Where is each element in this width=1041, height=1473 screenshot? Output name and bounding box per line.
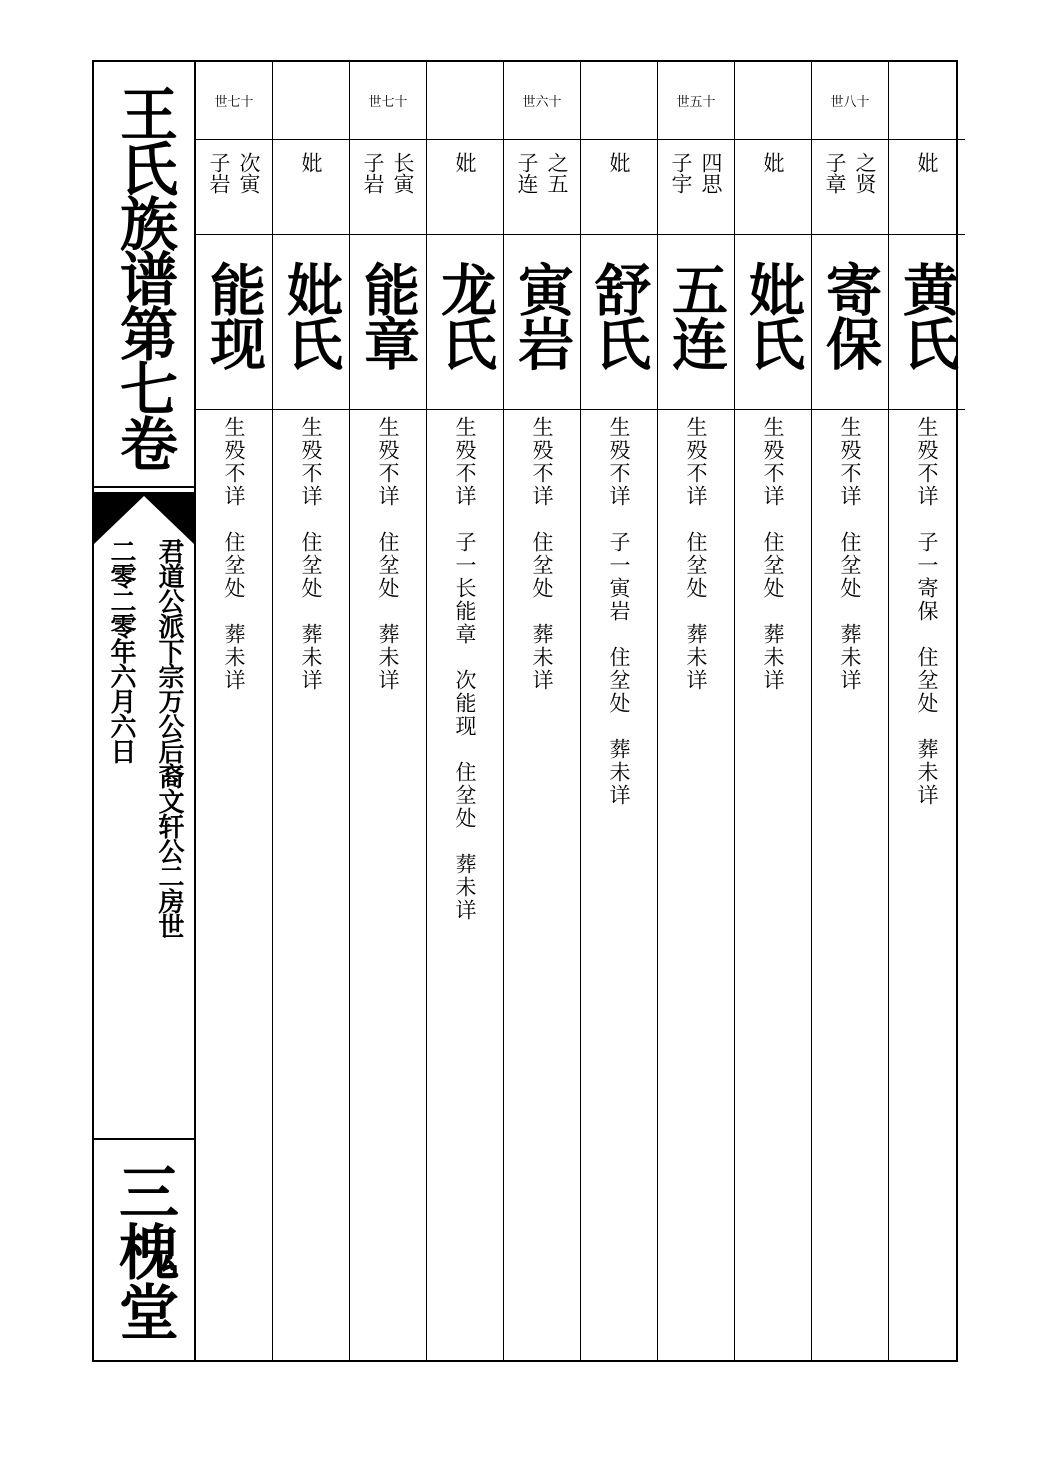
biography-note: 生殁不详 子一寄保 住坌处 葬未详 [915, 416, 939, 807]
person-name: 龙氏 [432, 261, 498, 369]
generation-label [889, 62, 965, 140]
generation-label [581, 62, 657, 140]
person-name: 寄保 [817, 261, 883, 369]
generation-label: 世七十 [350, 62, 426, 140]
relation-label: 妣 [299, 152, 323, 173]
hall-divider [94, 1138, 194, 1140]
biography-note: 生殁不详 子一长能章 次能现 住坌处 葬未详 [453, 416, 477, 922]
generation-label: 世七十 [196, 62, 272, 140]
fishtail-mark [94, 492, 194, 544]
relation-label: 四思 子宇 [669, 152, 723, 194]
generation-label [427, 62, 503, 140]
biography-note: 生殁不详 住坌处 葬未详 [838, 416, 862, 692]
person-name: 能章 [355, 261, 421, 369]
relation-label: 妣 [607, 152, 631, 173]
biography-note: 生殁不详 子一寅岩 住坌处 葬未详 [607, 416, 631, 807]
person-name: 妣氏 [278, 261, 344, 369]
person-name: 妣氏 [740, 261, 806, 369]
relation-label: 妣 [915, 152, 939, 173]
entry-column [889, 62, 965, 1360]
relation-label: 妣 [453, 152, 477, 173]
entry-column [427, 62, 504, 1360]
biography-note: 生殁不详 住坌处 葬未详 [299, 416, 323, 692]
hall-name: 三槐堂 [109, 1161, 179, 1341]
generation-label [735, 62, 811, 140]
entry-column [504, 62, 581, 1360]
entry-column [658, 62, 735, 1360]
person-name: 五连 [663, 261, 729, 369]
biography-note: 生殁不详 住坌处 葬未详 [222, 416, 246, 692]
biography-note: 生殁不详 住坌处 葬未详 [761, 416, 785, 692]
relation-label: 长寅 子岩 [361, 152, 415, 194]
generation-label: 世五十 [658, 62, 734, 140]
entry-column [581, 62, 658, 1360]
generation-label: 世八十 [812, 62, 888, 140]
title-panel [94, 62, 196, 1360]
relation-label: 之贤 子章 [823, 152, 877, 194]
entry-column [735, 62, 812, 1360]
person-name: 能现 [201, 261, 267, 369]
generation-label: 世六十 [504, 62, 580, 140]
title-divider [94, 486, 194, 488]
biography-note: 生殁不详 住坌处 葬未详 [530, 416, 554, 692]
entry-column [812, 62, 889, 1360]
biography-note: 生殁不详 住坌处 葬未详 [376, 416, 400, 692]
generation-label [273, 62, 349, 140]
person-name: 舒氏 [586, 261, 652, 369]
branch-subtitle: 君道公派下宗万公后裔文轩公二房世 [154, 538, 184, 938]
entry-column [273, 62, 350, 1360]
relation-label: 之五 子连 [515, 152, 569, 194]
entry-column [196, 62, 273, 1360]
volume-title: 王氏族谱第七卷 [110, 83, 178, 469]
entry-columns [196, 62, 960, 1360]
person-name: 黄氏 [894, 261, 960, 369]
relation-label: 次寅 子岩 [207, 152, 261, 194]
genealogy-page [92, 60, 958, 1362]
person-name: 寅岩 [509, 261, 575, 369]
relation-label: 妣 [761, 152, 785, 173]
biography-note: 生殁不详 住坌处 葬未详 [684, 416, 708, 692]
compile-date: 二零二零年六月六日 [106, 538, 136, 763]
entry-column [350, 62, 427, 1360]
